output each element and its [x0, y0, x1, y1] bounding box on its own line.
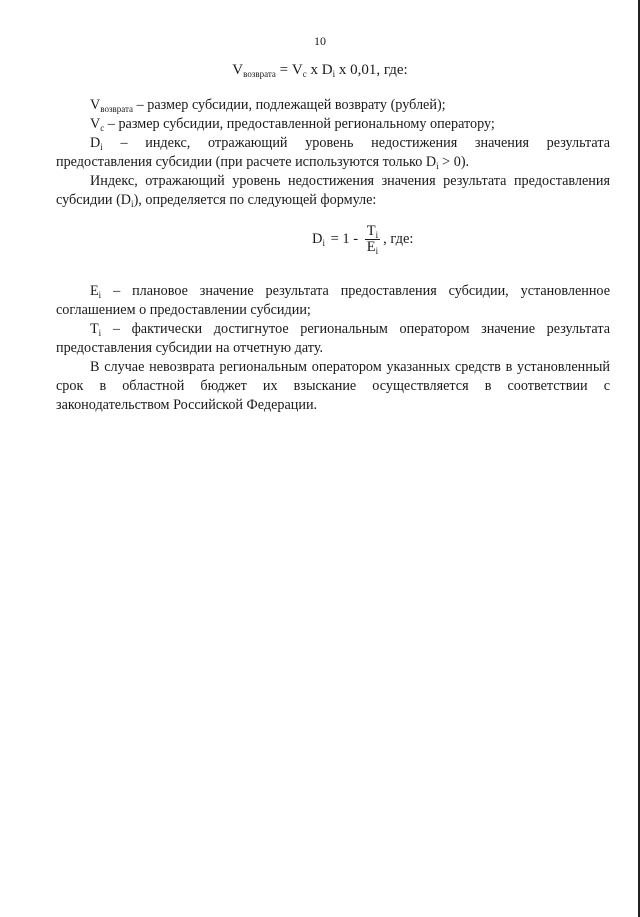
symbol-t: T — [90, 321, 99, 337]
formula-rest: x 0,01, где: — [335, 62, 408, 78]
formula-equals-vc: = V — [275, 62, 303, 78]
symbol-i-subscript: i — [131, 199, 134, 209]
symbol-i-subscript: i — [100, 142, 103, 152]
formula-tail: , где: — [383, 231, 414, 247]
symbol-i-subscript: i — [322, 238, 325, 248]
symbol-i-subscript: i — [98, 328, 102, 338]
refund-enforcement-paragraph: В случае невозврата региональным оператором указанных средств в установленный срок в областной бюджет их взыскание осуществляется в соответствии с законодательством Российской Федерации. — [56, 359, 610, 413]
symbol-i-subscript: i — [436, 161, 439, 171]
formula-i-subscript: i — [332, 69, 336, 79]
paragraph-text: Индекс, отражающий уровень недостижения значения результата предоставления субсидии (D — [56, 173, 610, 208]
definition-v-refund — [56, 96, 610, 115]
definition-text: – размер субсидии, предоставленной региональному оператору; — [104, 116, 495, 132]
page-number: 10 — [314, 34, 326, 48]
formula-equals: = 1 - — [327, 231, 362, 247]
paragraph-text-end: ), определяется по следующей формуле: — [133, 192, 377, 208]
symbol-i-subscript: i — [375, 246, 379, 256]
symbol-c-subscript: c — [100, 123, 105, 133]
symbol-v-subscript: возврата — [100, 104, 134, 114]
definition-text: – индекс, отражающий уровень недостижения значения результата предоставления субсидии (при расчете используются только D — [56, 135, 610, 170]
symbol-v: V — [90, 116, 101, 132]
fraction-denominator — [365, 240, 380, 255]
formula-c-subscript: c — [302, 69, 307, 79]
formula-times-d: x D — [306, 62, 333, 78]
definition-ti — [56, 320, 610, 358]
fraction-numerator — [365, 224, 380, 240]
refund-formula — [0, 62, 640, 79]
definition-text: – размер субсидии, подлежащей возврату (рублей); — [133, 97, 446, 113]
definition-text: – плановое значение результата предоставления субсидии, установленное соглашением о предоставлении субсидии; — [56, 283, 610, 318]
symbol-e: E — [90, 283, 99, 299]
definition-vc — [56, 115, 610, 134]
symbol-e: E — [366, 239, 376, 255]
formula-lhs — [312, 231, 325, 248]
index-formula — [312, 224, 413, 255]
definition-di — [56, 134, 610, 172]
symbol-i-subscript: i — [375, 230, 379, 240]
definition-text-end: > 0). — [438, 154, 470, 170]
symbol-v: V — [90, 97, 101, 113]
definition-text: – фактически достигнутое региональным оператором значение результата предоставления субсидии на отчетную дату. — [56, 321, 610, 356]
formula-v-subscript: возврата — [243, 69, 276, 79]
symbol-i-subscript: i — [98, 290, 102, 300]
symbol-d: D — [312, 231, 323, 247]
formula-fraction — [365, 224, 380, 255]
index-intro-paragraph — [56, 172, 610, 210]
formula-v: V — [232, 62, 244, 78]
definition-ei — [56, 282, 610, 320]
symbol-t: T — [366, 223, 376, 239]
symbol-d: D — [90, 135, 101, 151]
